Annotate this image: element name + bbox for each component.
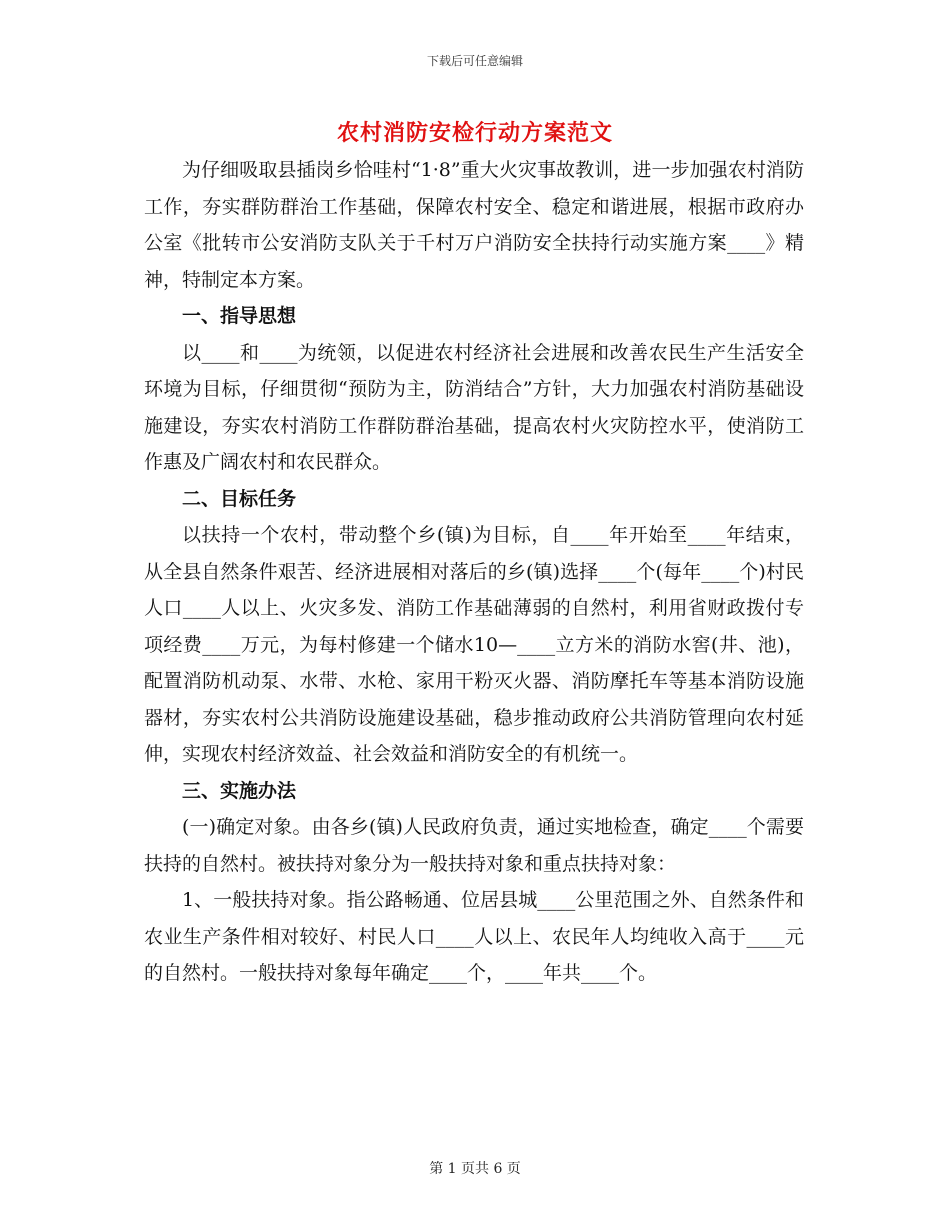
document-body	[144, 152, 804, 992]
implementation-paragraph-2: 1、一般扶持对象。指公路畅通、位居县城____公里范围之外、自然条件和农业生产条件相对较好、村民人口____人以上、农民年人均纯收入高于____元的自然村。一般扶持对象每年确定____个，____年共____个。	[144, 889, 804, 984]
page-footer: 第 1 页共 6 页	[429, 1161, 521, 1177]
implementation-paragraph-1: (一)确定对象。由各乡(镇)人民政府负责，通过实地检查，确定____个需要扶持的自然村。被扶持对象分为一般扶持对象和重点扶持对象：	[144, 816, 804, 875]
intro-paragraph: 为仔细吸取县插岗乡恰哇村“1·8”重大火灾事故教训，进一步加强农村消防工作，夯实群防群治工作基础，保障农村安全、稳定和谐进展，根据市政府办公室《批转市公安消防支队关于千村万户消防安全扶持行动实施方案____》精神，特制定本方案。	[144, 159, 804, 291]
section-heading-implementation: 三、实施办法	[182, 779, 297, 802]
page-header: 下载后可任意编辑	[426, 54, 523, 68]
section-heading-guiding-ideology: 一、指导思想	[182, 305, 297, 327]
section-heading-objectives: 二、目标任务	[182, 487, 297, 510]
objectives-paragraph: 以扶持一个农村，带动整个乡(镇)为目标，自____年开始至____年结束，从全县自然条件艰苦、经济进展相对落后的乡(镇)选择____个(每年____个)村民人口____人以上、火灾多发、消防工作基础薄弱的自然村，利用省财政拨付专项经费____万元，为每村修建一个储水10—____立方米的消防水窖(井、池)，配置消防机动泵、水带、水枪、家用干粉灭火器、消防摩托车等基本消防设施器材，夯实农村公共消防设施建设基础，稳步推动政府公共消防管理向农村延伸，实现农村经济效益、社会效益和消防安全的有机统一。	[144, 524, 804, 765]
document-title: 农村消防安检行动方案范文	[336, 120, 613, 146]
guiding-ideology-paragraph: 以____和____为统领，以促进农村经济社会进展和改善农民生产生活安全环境为目标，仔细贯彻“预防为主，防消结合”方针，大力加强农村消防基础设施建设，夯实农村消防工作群防群治基础，提高农村火灾防控水平，使消防工作惠及广阔农村和农民群众。	[144, 341, 804, 473]
